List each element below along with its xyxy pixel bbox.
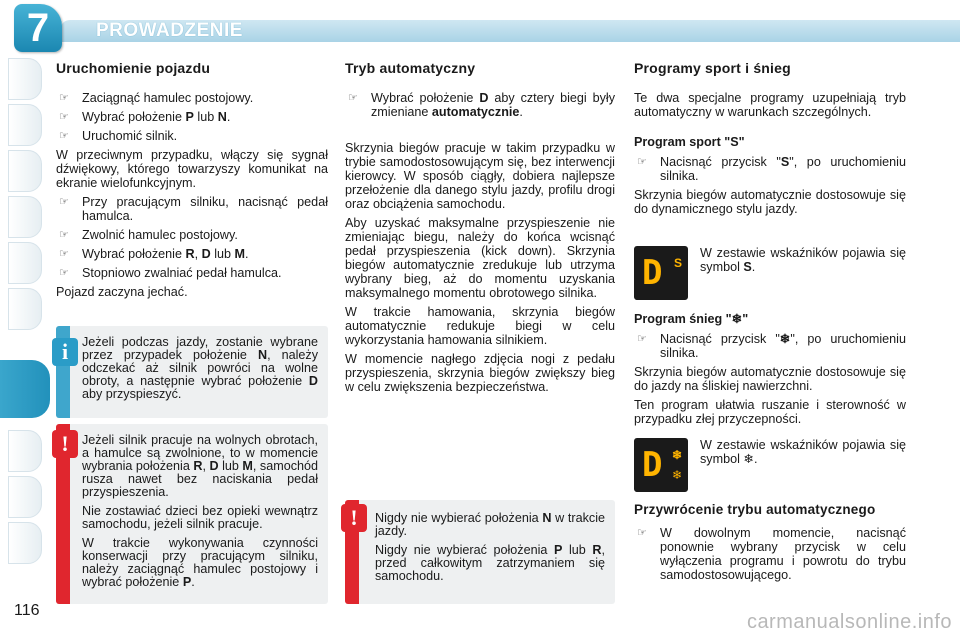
chapter-tab[interactable]: [8, 242, 42, 284]
snowflake-icon: ❄: [671, 468, 682, 482]
step-item: ☞ Wybrać położenie D aby cztery biegi były zmieniane automatycznie.: [348, 91, 615, 119]
column-automatic: [345, 60, 615, 399]
paragraph: W momencie nagłego zdjęcia nogi z pedału przyspieszenia, skrzynia biegów zwiększy bieg w celu zwiększenia bezpieczeństwa.: [345, 352, 615, 394]
hand-pointer-icon: ☞: [637, 527, 647, 539]
gauge-display-snow: [634, 438, 688, 492]
exclamation-icon: !: [341, 504, 367, 532]
warning-text: Jeżeli silnik pracuje na wolnych obrotach, a hamulce są zwolnione, to w momencie wybrania położenia R, D lub M, samochód rusza nawet bez naciskania pedał przyspieszenia.: [82, 433, 319, 499]
chapter-tab[interactable]: [8, 430, 42, 472]
step-item: ☞ Stopniowo zwalniać pedał hamulca.: [59, 266, 282, 280]
step-item: ☞ Wybrać położenie R, D lub M.: [59, 247, 249, 261]
info-icon: i: [52, 338, 78, 366]
step-item: ☞ Zwolnić hamulec postojowy.: [59, 228, 238, 242]
section-title-programs: Programy sport i śnieg: [634, 60, 791, 76]
chapter-title: PROWADZENIE: [96, 20, 243, 41]
paragraph: Te dwa specjalne programy uzupełniają tryb automatyczny w warunkach szczególnych.: [634, 91, 906, 119]
snowflake-icon: ❄: [671, 448, 682, 462]
warning-text: Nigdy nie wybierać położenia N w trakcie jazdy.: [375, 511, 606, 538]
chapter-tab-active[interactable]: [0, 360, 50, 418]
info-text: Jeżeli podczas jazdy, zostanie wybrane przez przypadek położenie N, należy odczekać aż silnik powróci na wolne obroty, a następnie wybrać położenie D aby przyspieszyć.: [82, 335, 319, 401]
step-item: ☞ Nacisnąć przycisk "S", po uruchomieniu silnika.: [637, 155, 906, 183]
hand-pointer-icon: ☞: [59, 130, 69, 142]
hand-pointer-icon: ☞: [59, 92, 69, 104]
section-title-starting: Uruchomienie pojazdu: [56, 60, 211, 76]
hand-pointer-icon: ☞: [637, 156, 647, 168]
warning-text: W trakcie wykonywania czynności konserwacji przy pracującym silniku, należy zaciągnąć hamulec postojowy i wybrać położenie P.: [82, 536, 318, 589]
paragraph: Ten program ułatwia ruszanie i sterowność w przypadku złej przyczepności.: [634, 398, 906, 426]
step-item: ☞ Nacisnąć przycisk "❄", po uruchomieniu silnika.: [637, 332, 906, 360]
paragraph: Pojazd zaczyna jechać.: [56, 285, 188, 299]
gauge-note: W zestawie wskaźników pojawia się symbol S.: [700, 246, 906, 274]
chapter-tab[interactable]: [8, 522, 42, 564]
subsection-snow: Program śnieg "❄": [634, 312, 749, 326]
gauge-display-sport: [634, 246, 688, 300]
gauge-note: W zestawie wskaźników pojawia się symbol ❄.: [700, 438, 906, 466]
hand-pointer-icon: ☞: [59, 248, 69, 260]
hand-pointer-icon: ☞: [59, 229, 69, 241]
paragraph: Skrzynia biegów automatycznie dostosowuje się do dynamicznego stylu jazdy.: [634, 188, 906, 216]
snow-section: [634, 312, 906, 431]
column-starting: [56, 60, 328, 304]
section-title-return: Przywrócenie trybu automatycznego: [634, 502, 876, 517]
chapter-tab[interactable]: [8, 150, 42, 192]
step-item: ☞ Przy pracującym silniku, nacisnąć pedał hamulca.: [59, 195, 328, 223]
hand-pointer-icon: ☞: [348, 92, 358, 104]
step-item: ☞ W dowolnym momencie, nacisnąć ponownie wybrany przycisk w celu wyłączenia programu i powrotu do trybu samodostosowującego.: [637, 526, 906, 582]
chapter-number: 7: [14, 4, 62, 52]
step-item: ☞ Zaciągnąć hamulec postojowy.: [59, 91, 254, 105]
warning-box: [56, 424, 328, 604]
warning-text: Nie zostawiać dzieci bez opieki wewnątrz samochodu, jeżeli silnik pracuje.: [82, 504, 318, 531]
gear-digit: D: [642, 253, 663, 293]
section-title-automatic: Tryb automatyczny: [345, 60, 476, 76]
hand-pointer-icon: ☞: [637, 333, 647, 345]
warning-text: Nigdy nie wybierać położenia P lub R, przed całkowitym zatrzymaniem się samochodu.: [375, 543, 605, 583]
chapter-tab[interactable]: [8, 104, 42, 146]
exclamation-icon: !: [52, 430, 78, 458]
subsection-sport: Program sport "S": [634, 135, 745, 149]
hand-pointer-icon: ☞: [59, 196, 69, 208]
gear-digit: D: [642, 445, 663, 485]
paragraph: Aby uzyskać maksymalne przyspieszenie nie zmieniając biegu, należy do końca wcisnąć pedał przyspieszenia (kick down). Skrzynia biegów automatycznie zredukuje lub utrzyma wybrany bieg, aż do momentu uzyskania maksymalnego momentu obrotowego silnika.: [345, 216, 615, 300]
warning-box: [345, 500, 615, 604]
chapter-tab[interactable]: [8, 476, 42, 518]
page-number: 116: [14, 602, 40, 619]
chapter-tab[interactable]: [8, 196, 42, 238]
hand-pointer-icon: ☞: [59, 111, 69, 123]
info-box: [56, 326, 328, 418]
chapter-tab[interactable]: [8, 58, 42, 100]
paragraph: W przeciwnym przypadku, włączy się sygnał dźwiękowy, którego towarzyszy komunikat na ekranie wielofunkcyjnym.: [56, 148, 328, 190]
step-item: ☞ Uruchomić silnik.: [59, 129, 178, 143]
step-item: ☞ Wybrać położenie P lub N.: [59, 110, 231, 124]
hand-pointer-icon: ☞: [59, 267, 69, 279]
paragraph: Skrzynia biegów pracuje w takim przypadku w trybie samodostosowującym się, bez interwencji kierowcy. W sposób ciągły, dobiera najlepsze przełożenie dla danego stylu jazdy, profilu drogi oraz obciążenia samochodu.: [345, 141, 615, 211]
return-section: [634, 502, 906, 587]
paragraph: W trakcie hamowania, skrzynia biegów automatycznie redukuje biegi w celu wykorzystania hamowania silnikiem.: [345, 305, 615, 347]
paragraph: Skrzynia biegów automatycznie dostosowuje się do jazdy na śliskiej nawierzchni.: [634, 365, 906, 393]
header: [0, 0, 960, 56]
chapter-tab[interactable]: [8, 288, 42, 330]
watermark: carmanualsonline.info: [746, 611, 952, 633]
sport-symbol: S: [673, 256, 682, 270]
chapter-tabs: [0, 58, 50, 608]
